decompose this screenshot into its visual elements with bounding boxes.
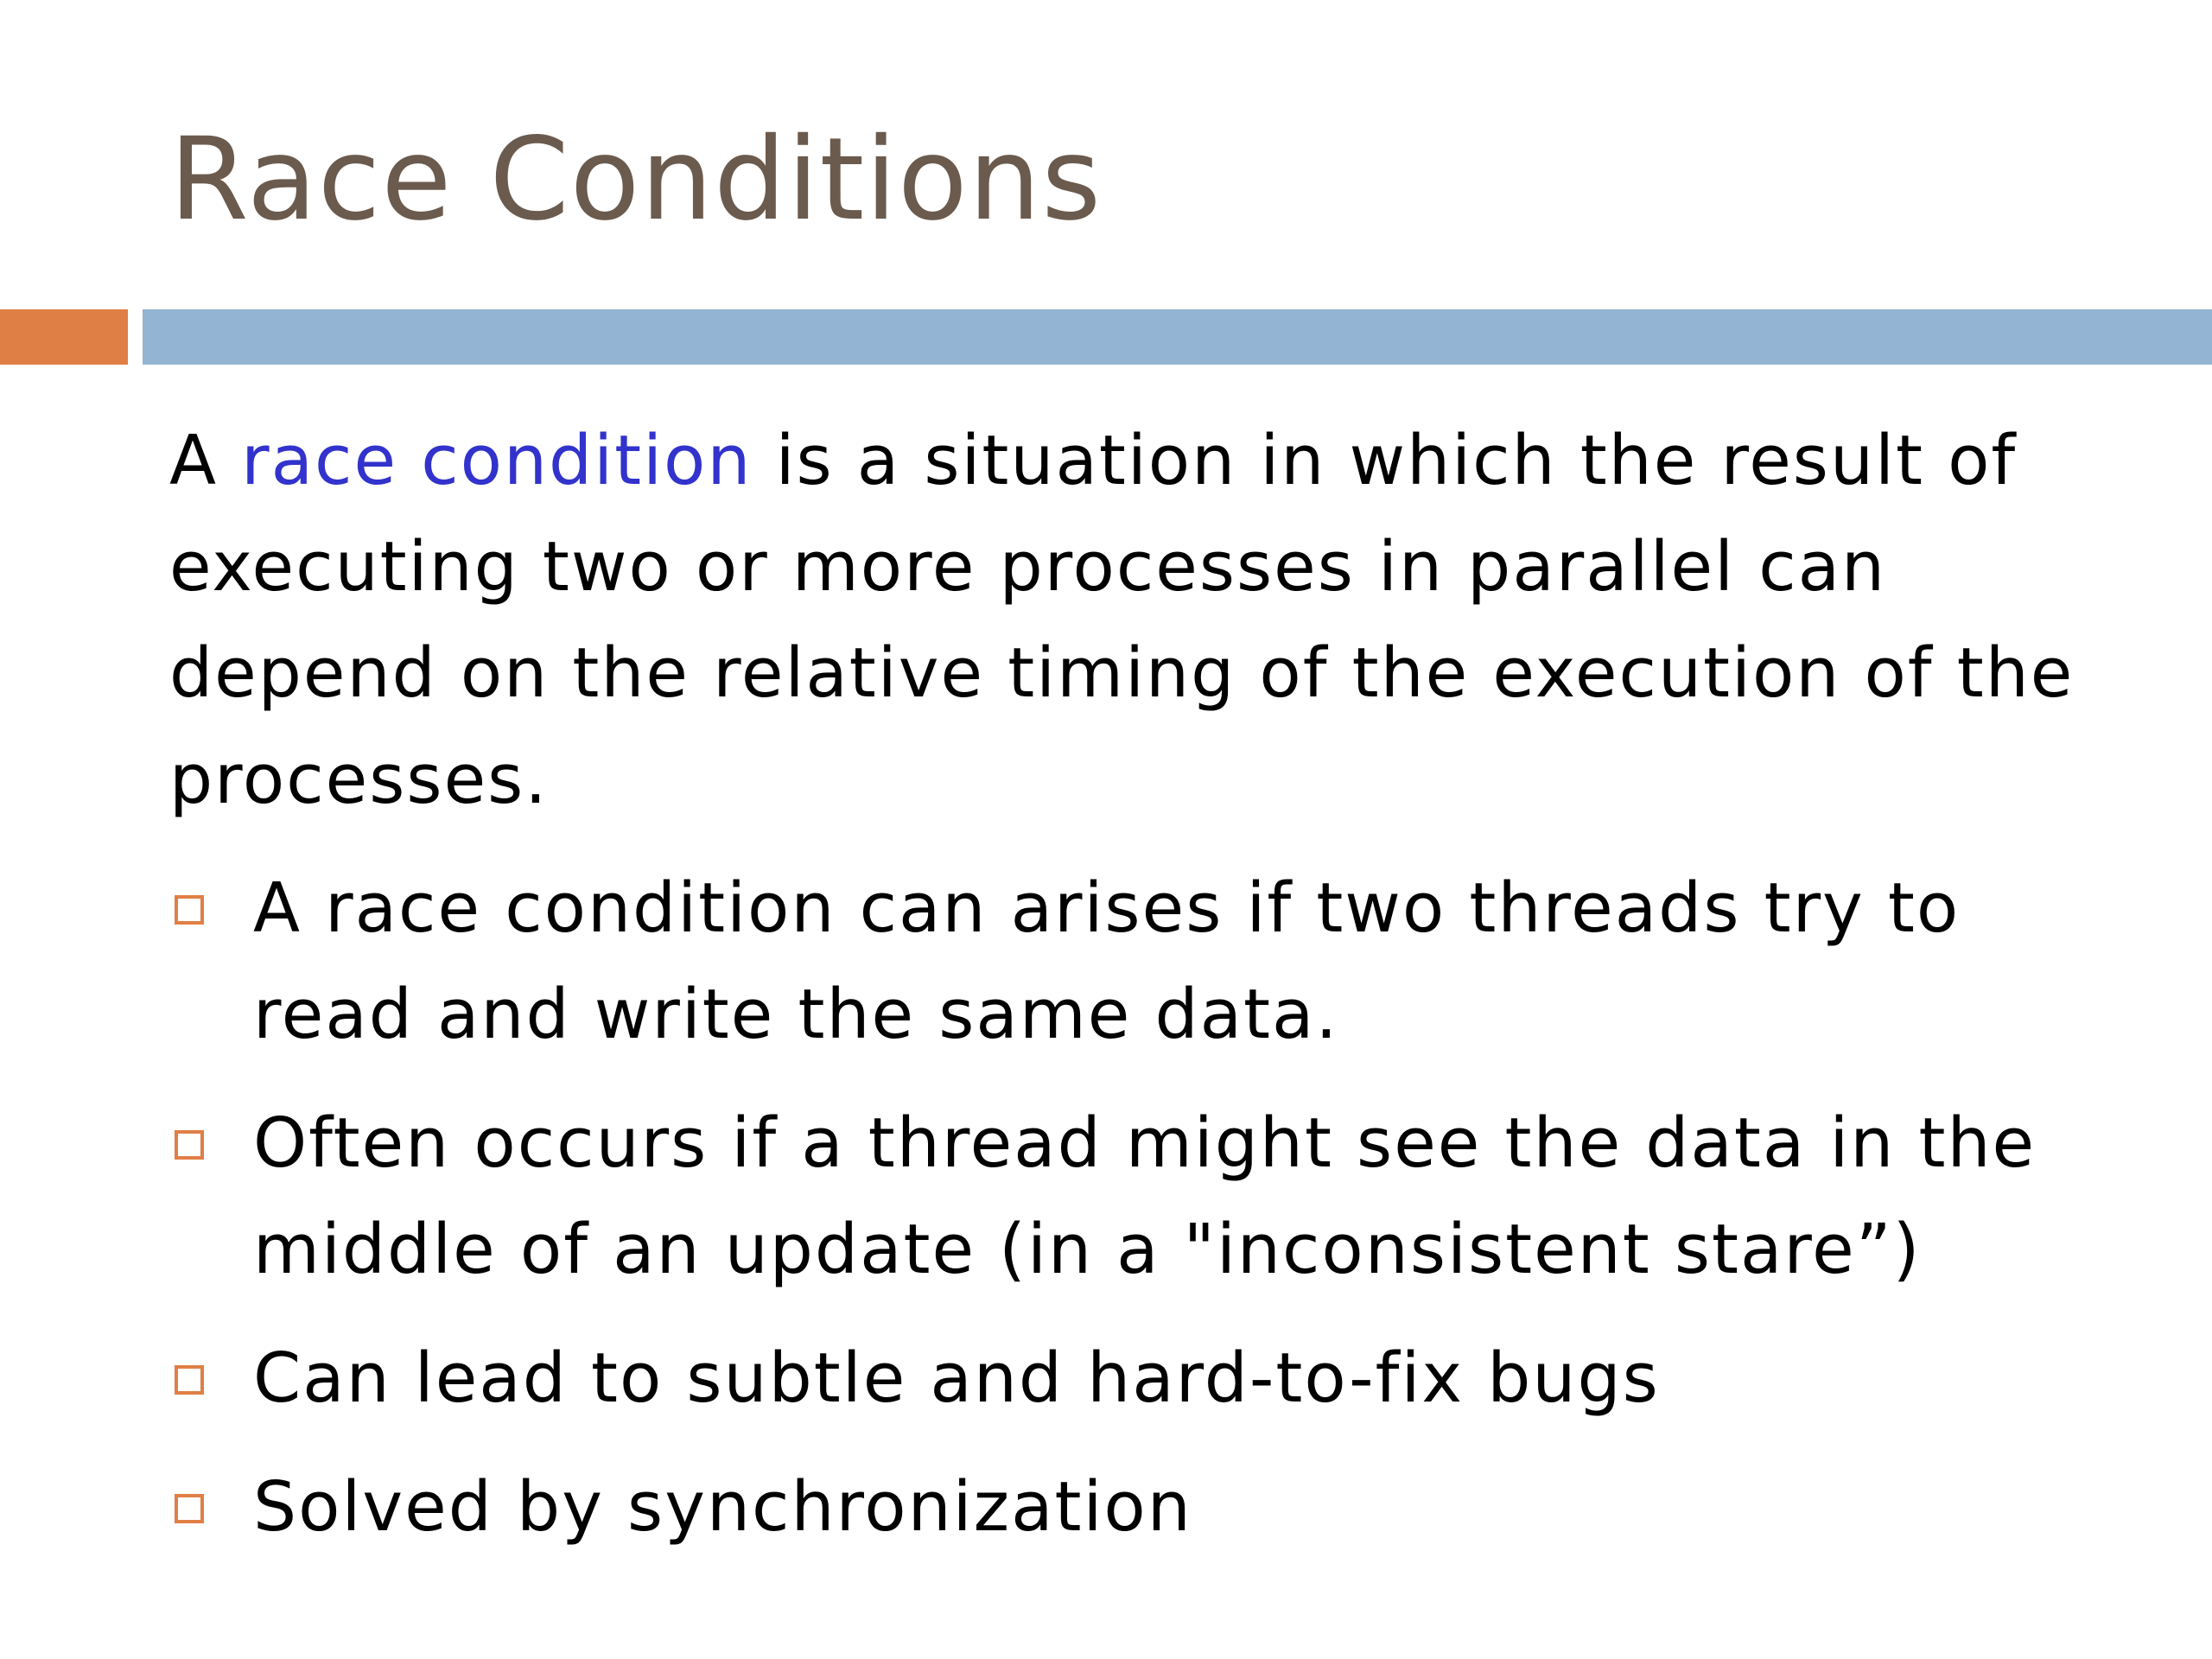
hollow-square-icon [175,895,204,925]
slide-title: Race Conditions [169,113,1103,246]
definition-lead: A [169,421,242,500]
definition-rest: is a situation in which the result of executing two or more processes in parallel can depend on the relative timing of the execution of the processes. [169,421,2075,819]
list-item [169,1454,2139,1560]
highlighted-term: race condition [241,421,753,500]
title-accent-bar [0,309,128,365]
list-item [169,1325,2139,1432]
list-item [169,1090,2139,1303]
hollow-square-icon [175,1130,204,1160]
bullet-text: Often occurs if a thread might see the data in the middle of an update (in a "inconsistent stare”) [253,1103,2037,1289]
bullet-list [169,855,2139,1583]
definition-paragraph [169,408,2122,833]
bullet-text: Can lead to subtle and hard-to-fix bugs [253,1338,1660,1418]
list-item [169,855,2139,1068]
hollow-square-icon [175,1365,204,1395]
bullet-text: A race condition can arises if two threads try to read and write the same data. [253,868,1961,1054]
hollow-square-icon [175,1494,204,1523]
title-divider-bar [143,309,2212,365]
bullet-text: Solved by synchronization [253,1467,1192,1547]
